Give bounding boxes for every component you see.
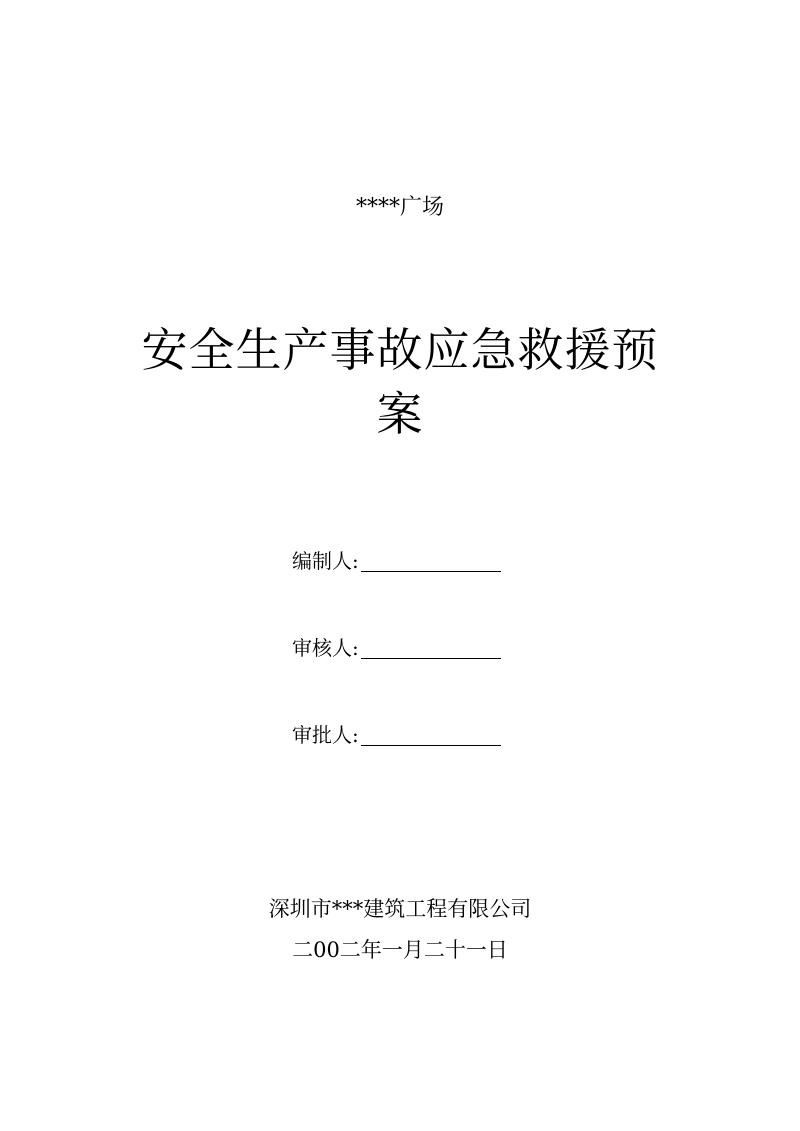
document-date: 二00二年一月二十一日 xyxy=(292,938,508,962)
signature-line-approver xyxy=(361,719,501,746)
signature-label-approver: 审批人: xyxy=(292,723,359,747)
signature-line-reviewer xyxy=(361,632,501,659)
project-name: ****广场 xyxy=(355,195,444,220)
document-title-line-1: 安全生产事故应急救援预 xyxy=(141,323,659,377)
document-title-line-2: 案 xyxy=(376,387,424,441)
company-name: 深圳市***建筑工程有限公司 xyxy=(268,897,532,921)
signature-label-reviewer: 审核人: xyxy=(292,636,359,660)
signature-row-compiler xyxy=(292,543,501,575)
signature-row-reviewer xyxy=(292,630,501,662)
document-title xyxy=(130,318,670,446)
signature-row-approver xyxy=(292,717,501,749)
signature-line-compiler xyxy=(361,545,501,572)
signature-label-compiler: 编制人: xyxy=(292,549,359,573)
